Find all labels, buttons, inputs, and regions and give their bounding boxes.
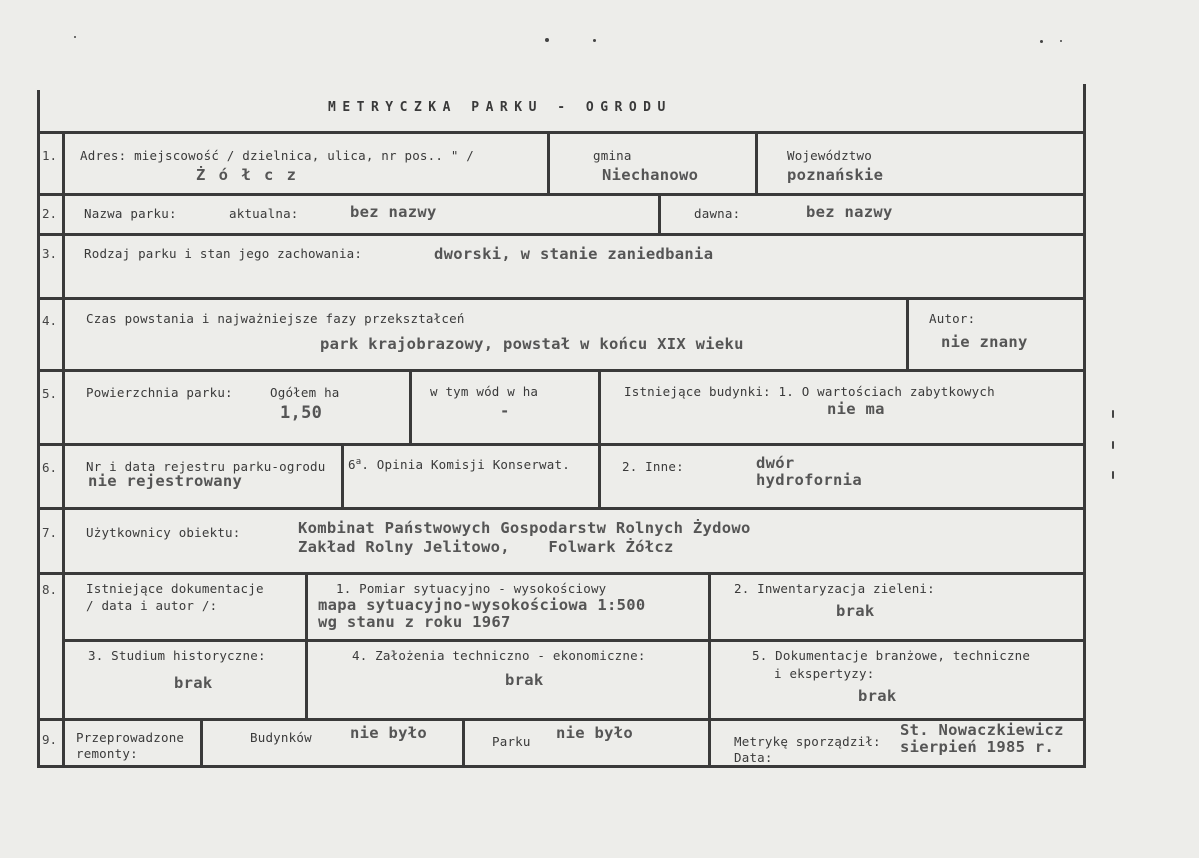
author-label: Autor: bbox=[929, 311, 976, 326]
users-value-2: Zakład Rolny Jelitowo, Folwark Żółcz bbox=[298, 538, 674, 556]
former-name-value: bez nazwy bbox=[806, 203, 893, 221]
historical-study-label: 3. Studium historyczne: bbox=[88, 648, 266, 663]
existing-docs-label-1: Istniejące dokumentacje bbox=[86, 581, 264, 596]
park-repairs-label: Parku bbox=[492, 734, 531, 749]
users-value-1: Kombinat Państwowych Gospodarstw Rolnych Żydowo bbox=[298, 519, 751, 537]
water-area-value: - bbox=[500, 402, 510, 420]
row9-divider-a bbox=[200, 721, 203, 766]
row9-divider-b bbox=[462, 721, 465, 766]
area-label: Powierzchnia parku: bbox=[86, 385, 233, 400]
park-name-label: Nazwa parku: bbox=[84, 206, 177, 221]
repairs-label-2: remonty: bbox=[76, 746, 138, 761]
opinion-number: 6 bbox=[348, 457, 356, 473]
opinion-text: . Opinia Komisji Konserwat. bbox=[361, 457, 570, 473]
branch-docs-label-1: 5. Dokumentacje branżowe, techniczne bbox=[752, 648, 1031, 663]
former-name-label: dawna: bbox=[694, 206, 741, 221]
register-value: nie rejestrowany bbox=[88, 472, 243, 490]
number-column-divider bbox=[62, 134, 65, 766]
greenery-inventory-value: brak bbox=[836, 602, 875, 620]
row-line-bottom bbox=[37, 765, 1086, 768]
scan-speck bbox=[74, 36, 76, 38]
conservator-opinion-label bbox=[348, 458, 570, 472]
row-line-3 bbox=[37, 297, 1086, 300]
row5-divider-b bbox=[598, 372, 601, 508]
form-title: METRYCZKA PARKU - OGRODU bbox=[328, 100, 672, 115]
survey-label: 1. Pomiar sytuacyjno - wysokościowy bbox=[336, 581, 607, 596]
row-line-1 bbox=[37, 193, 1086, 196]
frame-left bbox=[37, 90, 40, 766]
scan-speck bbox=[1112, 441, 1114, 449]
scan-speck bbox=[1112, 410, 1114, 418]
author-value: nie znany bbox=[941, 333, 1028, 351]
total-area-label: Ogółem ha bbox=[270, 385, 340, 400]
branch-docs-value: brak bbox=[858, 687, 897, 705]
row3-number: 3. bbox=[42, 246, 58, 261]
park-repairs-value: nie było bbox=[556, 724, 634, 742]
row9-number: 9. bbox=[42, 732, 58, 747]
row1-divider-a bbox=[547, 134, 550, 194]
historical-study-value: brak bbox=[174, 674, 213, 692]
survey-value-2: wg stanu z roku 1967 bbox=[318, 613, 511, 631]
row5-number: 5. bbox=[42, 386, 58, 401]
prepared-by-value: St. Nowaczkiewicz bbox=[900, 721, 1064, 739]
total-area-value: 1,50 bbox=[280, 403, 323, 423]
history-phases-value: park krajobrazowy, powstał w końcu XIX wieku bbox=[320, 335, 744, 353]
history-phases-label: Czas powstania i najważniejsze fazy przekształceń bbox=[86, 311, 465, 326]
buildings-repairs-value: nie było bbox=[350, 724, 428, 742]
park-type-value: dworski, w stanie zaniedbania bbox=[434, 245, 714, 263]
register-label: Nr i data rejestru parku-ogrodu bbox=[86, 459, 326, 474]
buildings-repairs-label: Budynków bbox=[250, 730, 312, 745]
row1-divider-b bbox=[755, 134, 758, 194]
scan-speck bbox=[1060, 40, 1062, 42]
scan-speck bbox=[1040, 40, 1043, 43]
row7-number: 7. bbox=[42, 525, 58, 540]
historic-buildings-value: nie ma bbox=[827, 400, 885, 418]
frame-right bbox=[1083, 84, 1086, 768]
row-line-4 bbox=[37, 369, 1086, 372]
row8-divider-a bbox=[305, 575, 308, 719]
row-line-7 bbox=[37, 572, 1086, 575]
row-line-8a bbox=[62, 639, 1084, 642]
row2-divider bbox=[658, 196, 661, 234]
opinion-superscript: a bbox=[355, 457, 362, 467]
row-line-2 bbox=[37, 233, 1086, 236]
repairs-label-1: Przeprowadzone bbox=[76, 730, 185, 745]
row5-divider-a bbox=[409, 372, 412, 444]
row8-number: 8. bbox=[42, 582, 58, 597]
row2-number: 2. bbox=[42, 206, 58, 221]
row-line-6 bbox=[37, 507, 1086, 510]
address-value: Ż ó ł c z bbox=[196, 166, 298, 184]
existing-buildings-label: Istniejące budynki: 1. O wartościach zabytkowych bbox=[624, 384, 995, 399]
tech-economic-value: brak bbox=[505, 671, 544, 689]
water-area-label: w tym wód w ha bbox=[430, 384, 539, 399]
users-label: Użytkownicy obiektu: bbox=[86, 525, 241, 540]
park-type-label: Rodzaj parku i stan jego zachowania: bbox=[84, 246, 363, 261]
row-line-top bbox=[37, 131, 1086, 134]
row6-divider bbox=[341, 446, 344, 508]
voivodeship-label: Województwo bbox=[787, 148, 872, 163]
scan-speck bbox=[1112, 471, 1114, 479]
greenery-inventory-label: 2. Inwentaryzacja zieleni: bbox=[734, 581, 935, 596]
existing-docs-label-2: / data i autor /: bbox=[86, 598, 218, 613]
gmina-value: Niechanowo bbox=[602, 166, 699, 184]
row9-divider-c bbox=[708, 721, 711, 766]
row4-divider bbox=[906, 300, 909, 370]
date-value: sierpień 1985 r. bbox=[900, 738, 1055, 756]
other-buildings-value-2: hydrofornia bbox=[756, 471, 862, 489]
row4-number: 4. bbox=[42, 313, 58, 328]
branch-docs-label-2: i ekspertyzy: bbox=[774, 666, 875, 681]
voivodeship-value: poznańskie bbox=[787, 166, 884, 184]
row-line-5 bbox=[37, 443, 1086, 446]
prepared-by-label: Metrykę sporządził: bbox=[734, 734, 881, 749]
other-buildings-value-1: dwór bbox=[756, 454, 795, 472]
row1-number: 1. bbox=[42, 148, 58, 163]
other-buildings-label: 2. Inne: bbox=[622, 459, 684, 474]
current-name-value: bez nazwy bbox=[350, 203, 437, 221]
row8-divider-b bbox=[708, 575, 711, 719]
tech-economic-label: 4. Założenia techniczno - ekonomiczne: bbox=[352, 648, 646, 663]
scan-speck bbox=[545, 38, 549, 42]
row6-number: 6. bbox=[42, 460, 58, 475]
date-label: Data: bbox=[734, 750, 773, 765]
survey-value-1: mapa sytuacyjno-wysokościowa 1:500 bbox=[318, 596, 646, 614]
current-name-label: aktualna: bbox=[229, 206, 299, 221]
gmina-label: gmina bbox=[593, 148, 632, 163]
scan-speck bbox=[593, 39, 596, 42]
address-label: Adres: miejscowość / dzielnica, ulica, nr pos.. " / bbox=[80, 148, 475, 163]
